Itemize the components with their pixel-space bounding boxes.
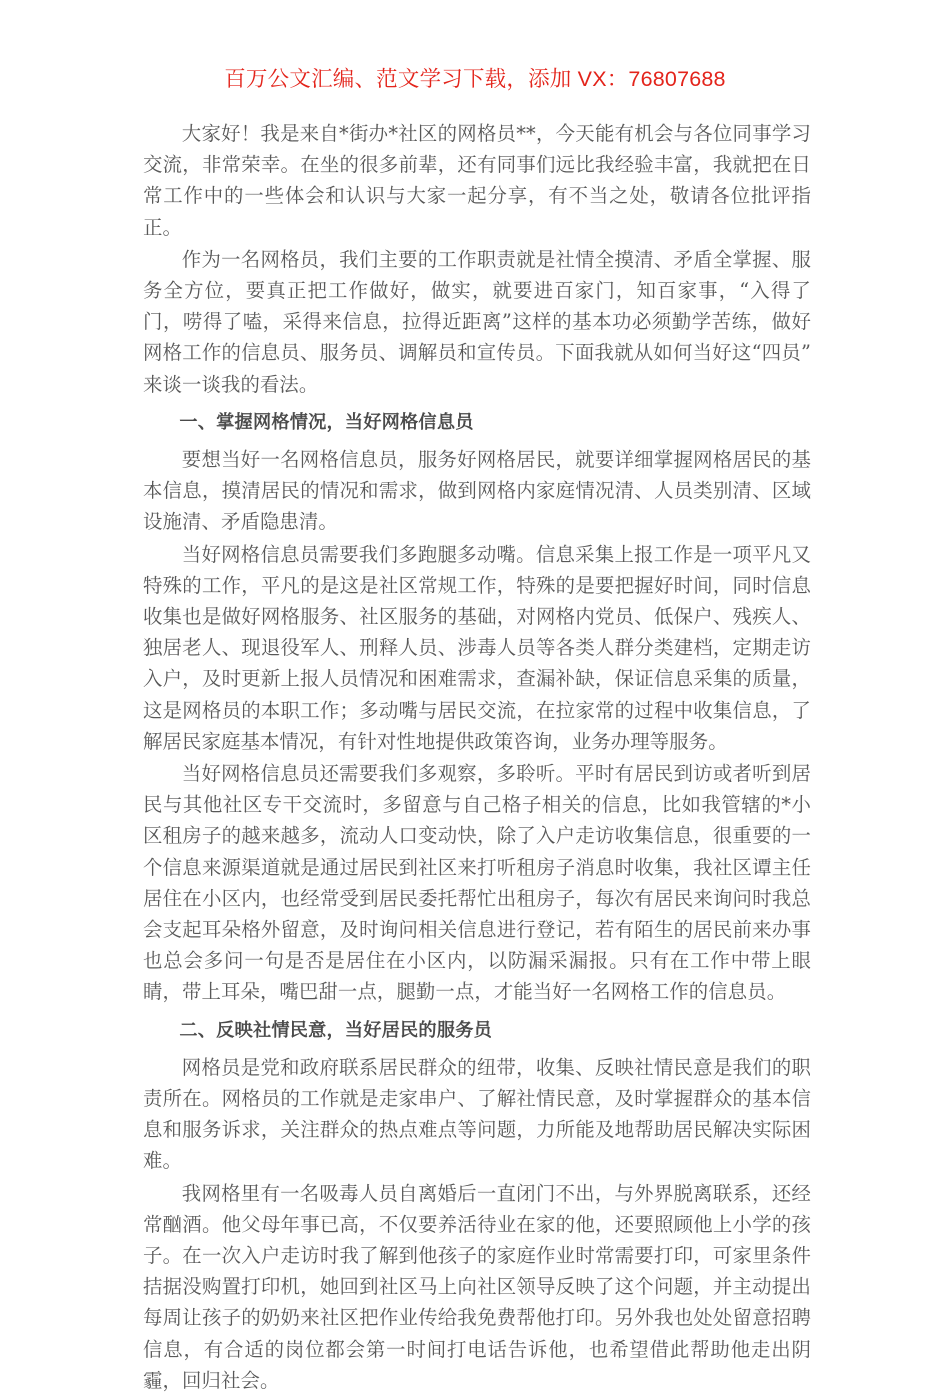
section-one-heading: 一、掌握网格情况，当好网格信息员 — [179, 411, 474, 433]
paragraph-section-two-p2: 我网格里有一名吸毒人员自离婚后一直闭门不出，与外界脱离联系，还经常酗酒。他父母年事已高，不仅要养活待业在家的他，还要照顾他上小学的孩子。在一次入户走访时我了解到他孩子的家庭作业时常需要打印，可家里条件拮据没购置打印机，她回到社区马上向社区领导反映了这个问题，并主动提出每周让孩子的奶奶来社区把作业传给我免费帮他打印。另外我也处处留意招聘信息，有合适的岗位都会第一时间打电话告诉他，也希望借此帮助他走出阴霾，回归社会。 — [143, 1181, 811, 1392]
promo-banner: 百万公文汇编、范文学习下载，添加 VX：76807688 — [224, 67, 726, 91]
paragraph-section-one-p2: 当好网格信息员需要我们多跑腿多动嘴。信息采集上报工作是一项平凡又特殊的工作，平凡的是这是社区常规工作，特殊的是要把握好时间，同时信息收集也是做好网格服务、社区服务的基础，对网格内党员、低保户、残疾人、独居老人、现退役军人、刑释人员、涉毒人员等各类人群分类建档，定期走访入户，及时更新上报人员情况和困难需求，查漏补缺，保证信息采集的质量，这是网格员的本职工作；多动嘴与居民交流，在拉家常的过程中收集信息，了解居民家庭基本情况，有针对性地提供政策咨询，业务办理等服务。 — [143, 542, 811, 753]
paragraph-intro-greeting: 大家好！我是来自*街办*社区的网格员**，今天能有机会与各位同事学习交流，非常荣幸。在坐的很多前辈，还有同事们远比我经验丰富，我就把在日常工作中的一些体会和认识与大家一起分享，有不当之处，敬请各位批评指正。 — [143, 122, 811, 239]
document-body — [143, 118, 811, 1397]
section-two-heading: 二、反映社情民意，当好居民的服务员 — [179, 1019, 492, 1041]
paragraph-intro-duties: 作为一名网格员，我们主要的工作职责就是社情全摸清、矛盾全掌握、服务全方位，要真正把工作做好，做实，就要进百家门，知百家事，“入得了门，唠得了嗑，采得来信息，拉得近距离”这样的基本功必须勤学苦练，做好网格工作的信息员、服务员、调解员和宣传员。下面我就从如何当好这“四员”来谈一谈我的看法。 — [143, 247, 811, 396]
paragraph-section-one-p1: 要想当好一名网格信息员，服务好网格居民，就要详细掌握网格居民的基本信息，摸清居民的情况和需求，做到网格内家庭情况清、人员类别清、区域设施清、矛盾隐患清。 — [143, 448, 811, 534]
paragraph-section-one-p3: 当好网格信息员还需要我们多观察，多聆听。平时有居民到访或者听到居民与其他社区专干交流时，多留意与自己格子相关的信息，比如我管辖的*小区租房子的越来越多，流动人口变动快，除了入户走访收集信息，很重要的一个信息来源渠道就是通过居民到社区来打听租房子消息时收集，我社区谭主任居住在小区内，也经常受到居民委托帮忙出租房子，每次有居民来询问时我总会支起耳朵格外留意，及时询问相关信息进行登记，若有陌生的居民前来办事也总会多问一句是否是居住在小区内，以防漏采漏报。只有在工作中带上眼睛，带上耳朵，嘴巴甜一点，腿勤一点，才能当好一名网格工作的信息员。 — [143, 761, 811, 1004]
paragraph-section-two-p1: 网格员是党和政府联系居民群众的纽带，收集、反映社情民意是我们的职责所在。网格员的工作就是走家串户、了解社情民意，及时掌握群众的基本信息和服务诉求，关注群众的热点难点等问题，力所能及地帮助居民解决实际困难。 — [143, 1055, 811, 1173]
